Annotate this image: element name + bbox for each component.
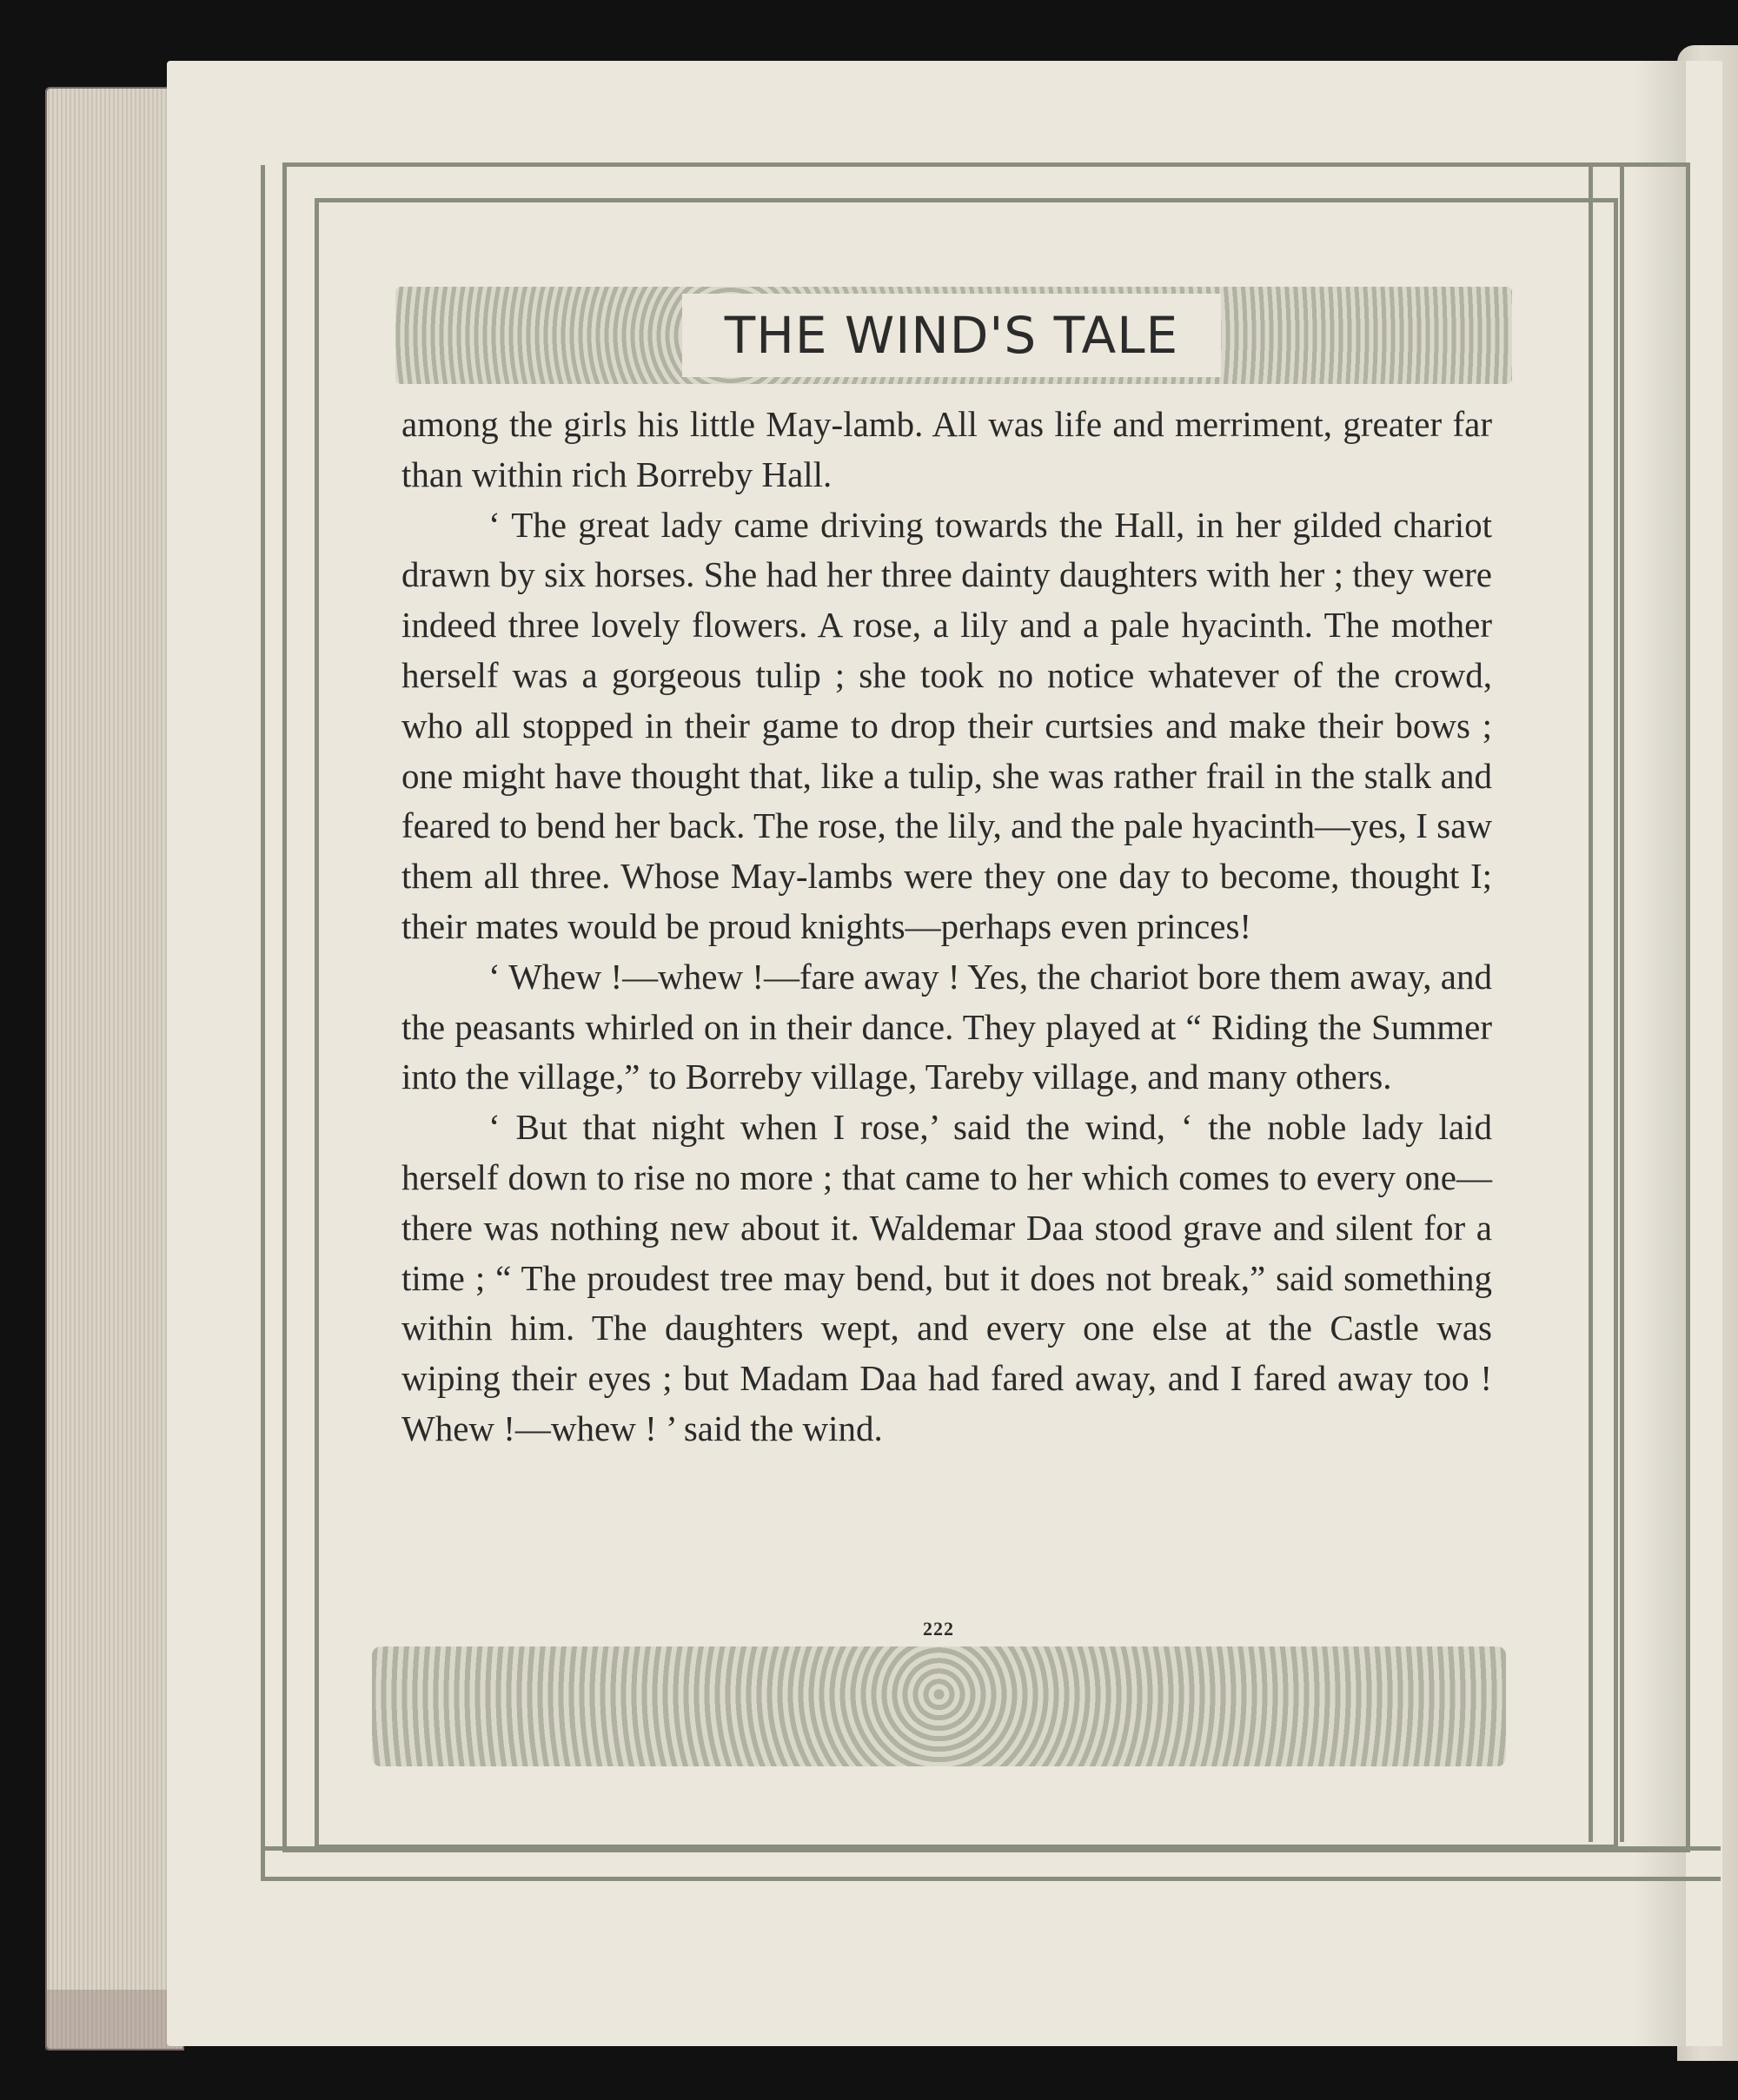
body-text bbox=[401, 400, 1492, 1454]
frame-rule-left bbox=[261, 165, 265, 1881]
paragraph: ‘ But that night when I rose,’ said the wind, ‘ the noble lady laid herself down to rise no more ; that came to her which comes to every one—there was nothing new about it. Waldemar Daa stood grave and silent for a time ; “ The proudest tree may bend, but it does not break,” said something within him. The daughters wept, and every one else at the Castle was wiping their eyes ; but Madam Daa had fared away, and I fared away too ! Whew !—whew ! ’ said the wind. bbox=[401, 1107, 1492, 1448]
paragraph: ‘ Whew !—whew !—fare away ! Yes, the chariot bore them away, and the peasants whirled on in their dance. They played at “ Riding the Summer into the village,” to Borreby village, Tareby village, and many others. bbox=[401, 956, 1492, 1097]
page-number: 222 bbox=[923, 1618, 954, 1640]
frame-rule-bottom-1 bbox=[261, 1846, 1721, 1851]
frame-rule-right-1 bbox=[1589, 165, 1593, 1842]
running-title: THE WIND'S TALE bbox=[682, 294, 1221, 377]
page-edges bbox=[45, 87, 184, 2050]
frame-rule-bottom-2 bbox=[261, 1877, 1721, 1881]
footer-ornament bbox=[372, 1646, 1506, 1766]
paragraph: ‘ The great lady came driving towards the Hall, in her gilded chariot drawn by six horses. She had her three dainty daughters with her ; they were indeed three lovely flowers. A rose, a lily and a pale hyacinth. The mother herself was a gorgeous tulip ; she took no notice whatever of the crowd, who all stopped in their game to drop their curtsies and make their bows ; one might have thought that, like a tulip, she was rather frail in the stalk and feared to bend her back. The rose, the lily, and the pale hyacinth—yes, I saw them all three. Whose May-lambs were they one day to become, thought I; their mates would be proud knights—perhaps even princes! bbox=[401, 504, 1492, 946]
paragraph: among the girls his little May-lamb. All was life and merriment, greater far than within rich Borreby Hall. bbox=[401, 404, 1492, 494]
frame-rule-right-2 bbox=[1620, 165, 1624, 1842]
